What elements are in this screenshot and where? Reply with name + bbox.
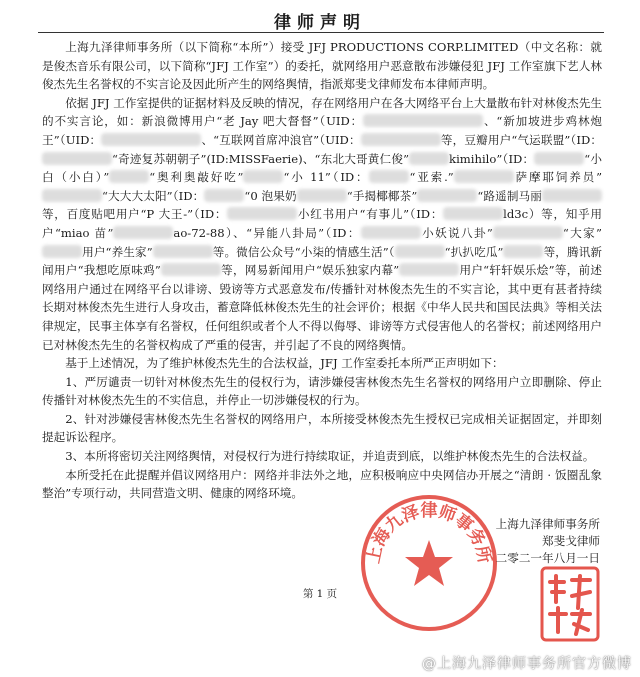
weibo-watermark: @上海九泽律师事务所官方微博 [422, 656, 632, 672]
facts-text-f: kimihilo” [449, 151, 503, 166]
facts-text-t: 小红书用户“有事儿”（ID： [297, 207, 444, 222]
redaction-block [243, 170, 283, 183]
signature-date: 二零二一年八月一日 [495, 551, 600, 565]
facts-text-q: “手揭椰椰茶” [346, 188, 418, 203]
facts-text-e: “奇迹复苏朝朝子”(ID:MISSFaerie)、“东北大哥黄仁俊” [112, 151, 410, 166]
facts-text-b: 、“新加坡进步鸡林炮王”（UID： [42, 114, 602, 147]
facts-text-g: （ID： [502, 151, 535, 166]
redaction-block [361, 226, 421, 239]
facts-text-d: 等，豆瓣用户“气运联盟”（ID： [440, 132, 602, 147]
redaction-block [534, 152, 584, 165]
title-divider [38, 32, 604, 33]
facts-text-m: 萨摩耶饲养员” [513, 170, 602, 185]
facts-text-r: “路遥制马丽 [477, 188, 542, 203]
redaction-block [503, 245, 543, 258]
facts-text-ae: 用户“轩轩娱乐烩”等，前述网络用户通过在网络平台以诽谤、毁谤等方式恶意发布/传播针对林俊杰先生的不实言论，其中更有甚者持续长期对林俊杰先生进行人身攻击，蓄意降低林俊杰先生的社会评价；根据《中华人民共和国民法典》等相关法律规定，民事主体享有名誉权，任何组织或者个人不得以侮辱、诽谤等方式侵害他人的名誉权；前述网络用户已对林俊杰先生的名誉权构成了严重的侵害，并引起了不良的网络舆情。 [42, 263, 603, 352]
document-title: 律师声明 [274, 13, 366, 33]
signature-block [440, 516, 600, 567]
signature-lawyer: 郑斐戈律师 [542, 534, 600, 548]
facts-text-k: （ID： [330, 170, 370, 185]
paragraph-statement-intro: 基于上述情况，为了维护林俊杰先生的合法权益，JFJ 工作室委托本所严正声明如下： [65, 356, 504, 371]
facts-text-i: “奥利奥敲好吃” [149, 170, 244, 185]
facts-text-x: “大家” [562, 225, 602, 240]
facts-text-c: 、“互联网首席冲浪官”（UID： [201, 132, 361, 147]
paragraph-intro: 上海九泽律师事务所（以下简称“本所”）接受 JFJ PRODUCTIONS CORP.LIMITED（中文名称：就是俊杰音乐有限公司，以下简称“JFJ 工作室”）的委托，就网络用户恶意散布涉嫌侵犯 JFJ 工作室旗下艺人林俊杰先生名誉权的不实言论及因此所产生的网络舆情，指派郑斐戈律师发布本律师声明。 [42, 40, 602, 92]
facts-text-n: “大大大太阳” [102, 188, 173, 203]
facts-text-ac: 等，腾讯新闻用户“我想吃原味鸡” [42, 244, 602, 278]
redaction-block [399, 263, 459, 276]
statement-item-1: 1、严厉谴责一切针对林俊杰先生的侵权行为，请涉嫌侵害林俊杰先生名誉权的网络用户立即删除、停止传播针对林俊杰先生的不实信息，并停止一切涉嫌侵权的行为。 [42, 374, 602, 408]
redaction-block [409, 152, 449, 165]
facts-text-s: 等，百度贴吧用户“P 大王-”（ID： [42, 207, 228, 222]
redaction-block [42, 245, 82, 258]
statement-item-2: 2、针对涉嫌侵害林俊杰先生名誉权的网络用户，本所接受林俊杰先生授权已完成相关证据固定，并即刻提起诉讼程序。 [42, 411, 602, 445]
redaction-block [42, 189, 102, 202]
redaction-block [454, 170, 514, 183]
redaction-block [153, 245, 213, 258]
redaction-block [297, 189, 347, 202]
redaction-block [363, 114, 483, 127]
statement-item-3: 3、本所将密切关注网络舆情，对侵权行为进行持续取证，并追责到底，以维护林俊杰先生的合法权益。 [65, 449, 595, 464]
facts-text-l: “亚索.” [409, 170, 454, 185]
redaction-block [42, 152, 112, 165]
facts-text-v: ao-72-88）、“异能八卦局”（ID： [173, 225, 361, 240]
facts-text-ad: 等，网易新闻用户“娱乐独家内幕” [220, 263, 400, 278]
facts-text-j: “小 11” [283, 170, 331, 185]
facts-text-y: 用户“ [82, 244, 112, 259]
redaction-block [542, 189, 602, 202]
facts-text-u: ld3c）等，知乎用户“miao 苗” [42, 207, 602, 240]
redaction-block [101, 133, 201, 146]
facts-text-w: 小妖说八卦” [420, 225, 493, 240]
paragraph-reminder: 本所受托在此提醒并倡议网络用户：网络并非法外之地，应积极响应中央网信办开展之“清朗 · 饭圈乱象整治”专项行动，共同营造文明、健康的网络环境。 [42, 467, 602, 501]
redaction-block [161, 263, 221, 276]
document-body [42, 38, 602, 503]
redaction-block [443, 207, 503, 220]
redaction-block [109, 170, 149, 183]
redaction-block [113, 226, 173, 239]
signature-firm: 上海九泽律师事务所 [495, 517, 600, 531]
redaction-block [204, 189, 244, 202]
seal-text: 上海九泽律师事务所 [363, 501, 495, 566]
facts-text-ab: “扒扒吃瓜” [444, 244, 504, 259]
redaction-block [369, 170, 409, 183]
facts-text-aa: 等。微信公众号“小柒的情感生活”（ [212, 244, 395, 259]
page-number: 第 1 页 [302, 588, 338, 600]
paragraph-facts [42, 94, 602, 354]
facts-text-h: “小白（小白）” [42, 151, 603, 185]
lawyer-signature-stamp [538, 562, 602, 646]
redaction-block [227, 207, 297, 220]
redaction-block [361, 133, 441, 146]
facts-text-z: 养生家” [111, 244, 153, 259]
facts-text-a: 依据 JFJ 工作室提供的证据材料及反映的情况，存在网络用户在各大网络平台上大量散布针对林俊杰先生的不实言论，如：新浪微博用户“老 Jay 吧大督督”（UID： [42, 95, 602, 129]
redaction-block [395, 245, 445, 258]
redaction-block [493, 226, 563, 239]
facts-text-p: “0 泡果奶 [244, 188, 297, 203]
redaction-block [417, 189, 477, 202]
facts-text-o: （ID： [172, 188, 205, 203]
